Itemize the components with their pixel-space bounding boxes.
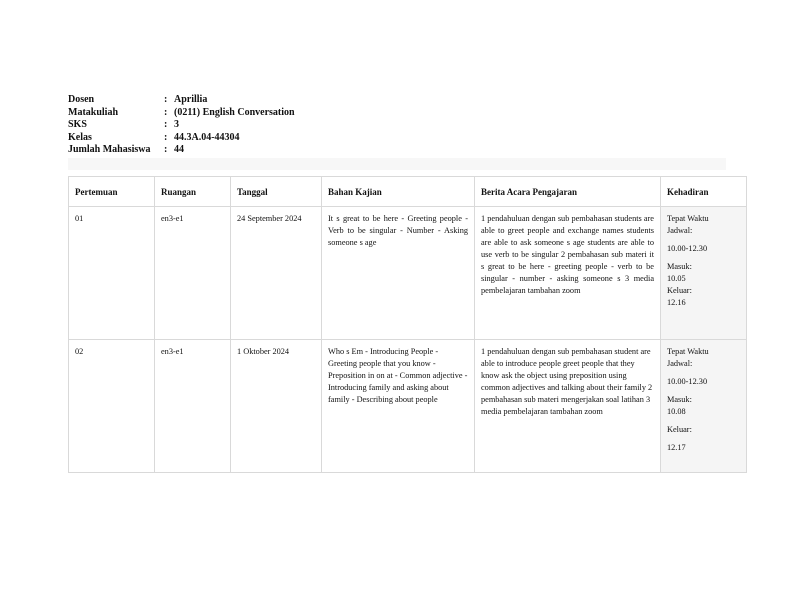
kehadiran-jadwal-label: Jadwal:: [667, 359, 693, 368]
header-pertemuan: Pertemuan: [69, 177, 155, 207]
colon: :: [164, 106, 168, 118]
info-row-sks: [68, 119, 295, 132]
colon: :: [164, 94, 168, 105]
header-bahan-kajian: Bahan Kajian: [322, 177, 475, 207]
cell-berita-acara: 1 pendahuluan dengan sub pembahasan student are able to introduce people greet people that they know ask the object using preposition using common adjectives and talking about their family 2 pembahasan sub materi mengerjakan soal latihan 3 media pembelajaran tambahan zoom: [475, 340, 661, 473]
kehadiran-masuk: 10.08: [667, 407, 686, 416]
matakuliah-label: Matakuliah: [68, 106, 119, 118]
info-row-jumlah: [68, 144, 295, 157]
kehadiran-masuk: 10.05: [667, 274, 686, 283]
kehadiran-status: Tepat Waktu: [667, 347, 709, 356]
matakuliah-value: (0211) English Conversation: [174, 106, 295, 118]
table-row: [69, 207, 747, 340]
jumlah-value: 44: [174, 144, 184, 155]
header-kehadiran: Kehadiran: [661, 177, 747, 207]
kehadiran-keluar: 12.16: [667, 298, 686, 307]
kehadiran-jadwal-label: Jadwal:: [667, 226, 693, 235]
kehadiran-masuk-label: Masuk:: [667, 395, 692, 404]
dosen-value: Aprillia: [174, 94, 208, 105]
kelas-value: 44.3A.04-44304: [174, 131, 240, 143]
info-row-kelas: [68, 132, 295, 145]
cell-kehadiran: [661, 340, 747, 473]
separator-band: [68, 158, 726, 170]
kehadiran-jadwal: 10.00-12.30: [667, 244, 708, 253]
cell-pertemuan: 02: [69, 340, 155, 473]
header-tanggal: Tanggal: [231, 177, 322, 207]
kehadiran-jadwal: 10.00-12.30: [667, 377, 708, 386]
attendance-table: [68, 176, 747, 473]
kehadiran-keluar-label: Keluar:: [667, 425, 692, 434]
kehadiran-status: Tepat Waktu: [667, 214, 709, 223]
cell-kehadiran: [661, 207, 747, 340]
sks-label: SKS: [68, 119, 87, 130]
header-ruangan: Ruangan: [155, 177, 231, 207]
kelas-label: Kelas: [68, 131, 92, 143]
sks-value: 3: [174, 119, 179, 130]
table-header-row: [69, 177, 747, 207]
cell-bahan-kajian: It s great to be here - Greeting people - Verb to be singular - Number - Asking someone s age: [322, 207, 475, 340]
info-row-dosen: [68, 94, 295, 107]
colon: :: [164, 119, 168, 130]
course-info: [68, 94, 295, 157]
cell-berita-acara: 1 pendahuluan dengan sub pembahasan students are able to greet people and exchange names students are able to ask someone s age students are able to use verb to be singular 2 pembahasan sub materi it s great to be here - greeting people - verb to be singular - number - asking someone s 3 media pembelajaran tambahan zoom: [475, 207, 661, 340]
table-row: [69, 340, 747, 473]
cell-bahan-kajian: Who s Em - Introducing People - Greeting people that you know - Preposition in on at - Common adjective - Introducing family and asking about family - Describing about people: [322, 340, 475, 473]
jumlah-label: Jumlah Mahasiswa: [68, 144, 151, 155]
header-berita-acara: Berita Acara Pengajaran: [475, 177, 661, 207]
cell-tanggal: 1 Oktober 2024: [231, 340, 322, 473]
cell-ruangan: en3-e1: [155, 207, 231, 340]
cell-tanggal: 24 September 2024: [231, 207, 322, 340]
kehadiran-keluar-label: Keluar:: [667, 286, 692, 295]
dosen-label: Dosen: [68, 94, 95, 105]
colon: :: [164, 144, 168, 155]
info-row-matakuliah: [68, 107, 295, 120]
kehadiran-keluar: 12.17: [667, 443, 686, 452]
cell-ruangan: en3-e1: [155, 340, 231, 473]
cell-pertemuan: 01: [69, 207, 155, 340]
colon: :: [164, 131, 168, 143]
kehadiran-masuk-label: Masuk:: [667, 262, 692, 271]
